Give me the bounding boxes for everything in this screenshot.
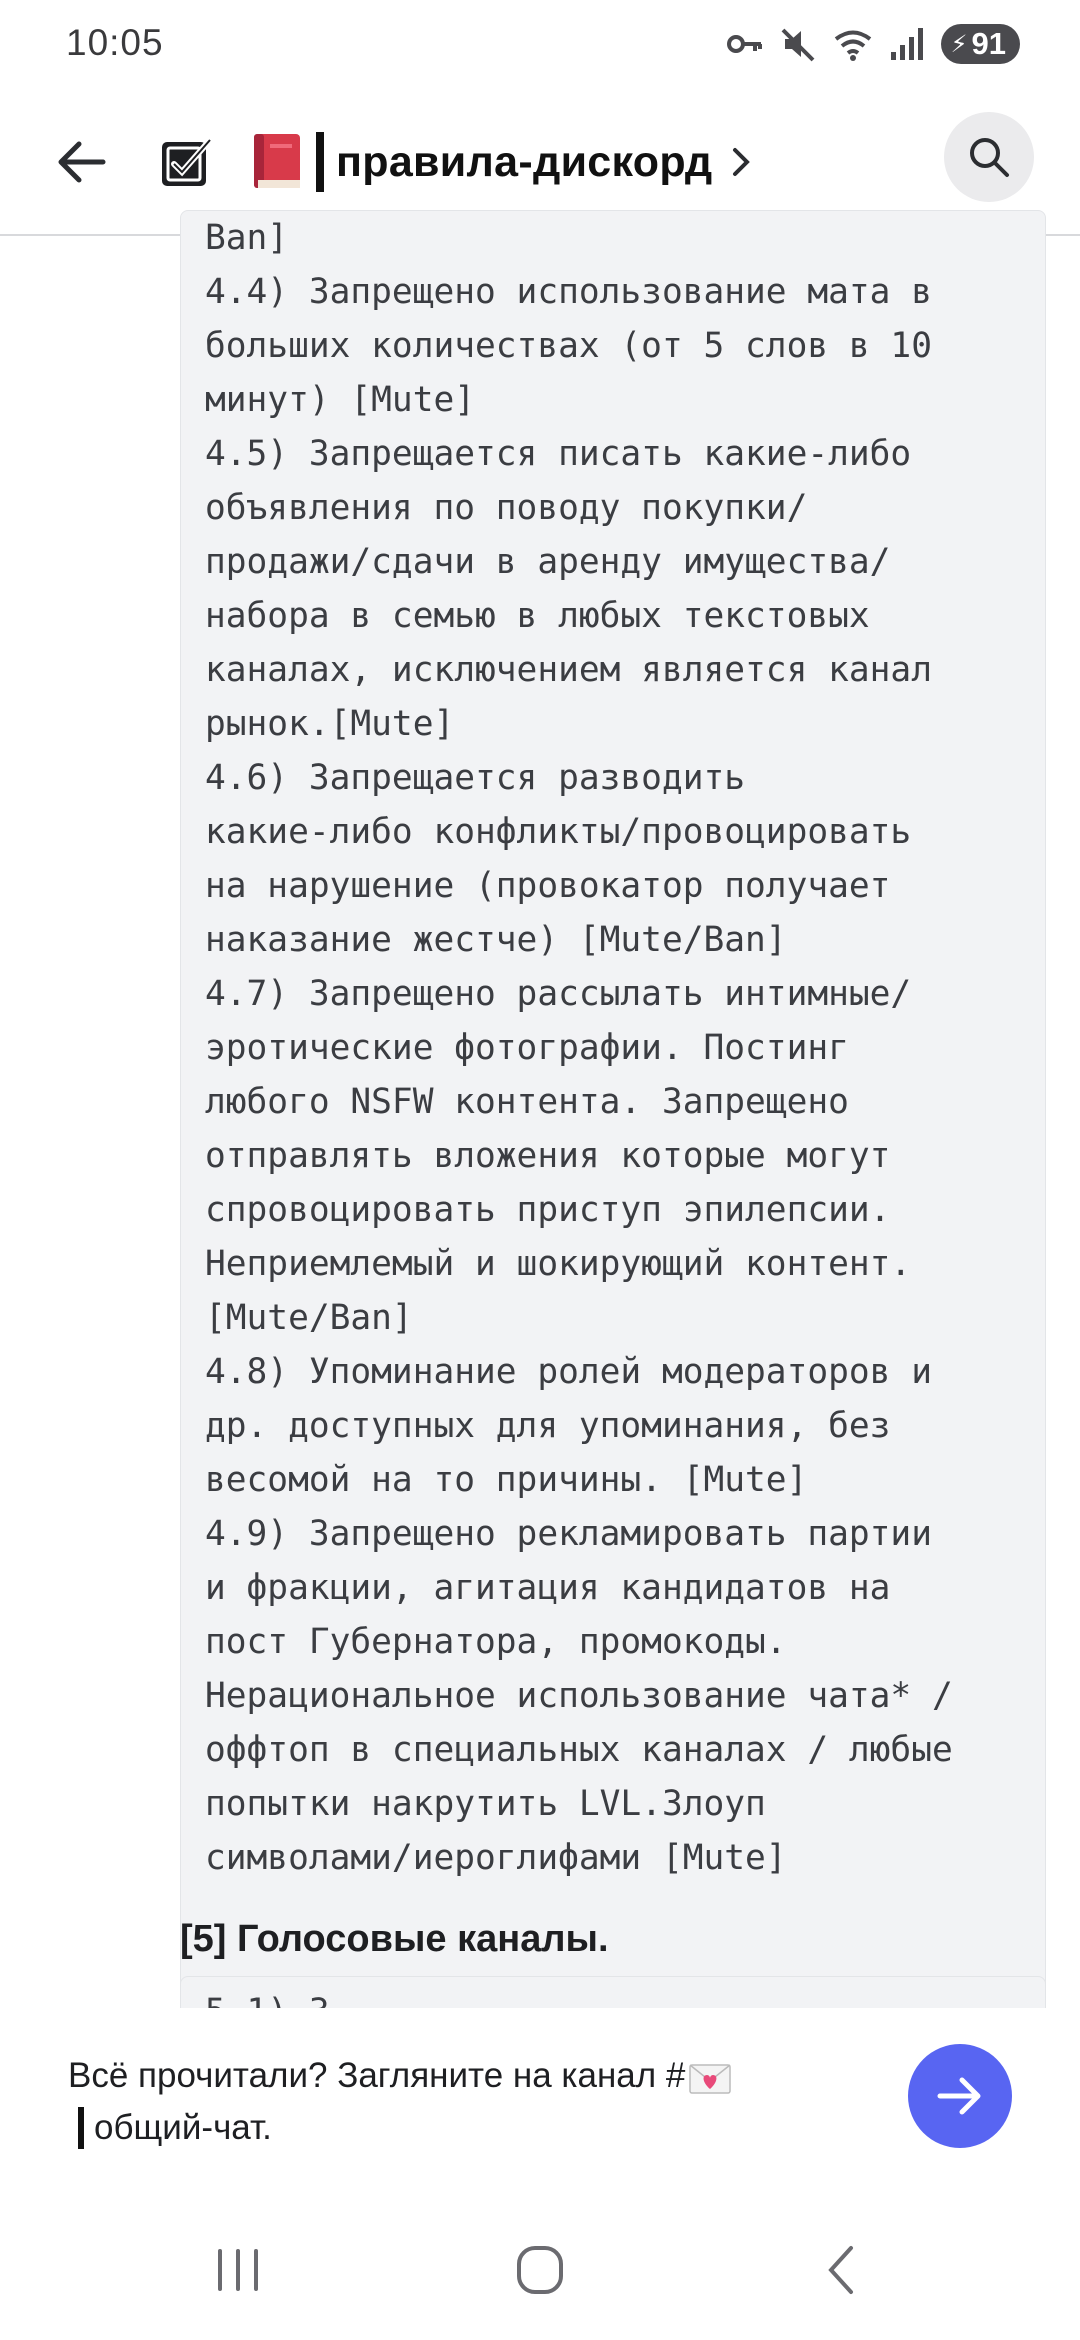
code-line: 4.6) Запрещается разводить bbox=[205, 758, 746, 798]
love-letter-emoji bbox=[689, 2060, 731, 2096]
wifi-icon bbox=[833, 24, 873, 64]
title-separator bbox=[316, 132, 324, 192]
code-line: 4.8) Упоминание ролей модераторов и bbox=[205, 1352, 932, 1392]
back-icon bbox=[817, 2242, 867, 2298]
code-line: пост Губернатора, промокоды. bbox=[205, 1622, 787, 1662]
prompt-text bbox=[68, 2050, 828, 2154]
mute-icon bbox=[779, 24, 819, 64]
prompt-channel-link[interactable]: общий-чат. bbox=[94, 2108, 272, 2147]
code-line: любого NSFW контента. Запрещено bbox=[205, 1082, 849, 1122]
message-content[interactable] bbox=[0, 218, 1080, 2008]
code-line: каналах, исключением является канал bbox=[205, 650, 932, 690]
status-time: 10:05 bbox=[66, 22, 164, 63]
code-line: больших количествах (от 5 слов в 10 bbox=[205, 326, 932, 366]
prompt-line1: Всё прочитали? Загляните на канал # bbox=[68, 2056, 686, 2095]
code-line: др. доступных для упоминания, без bbox=[205, 1406, 891, 1446]
code-line: попытки накрутить LVL.Злоуп bbox=[205, 1784, 766, 1824]
code-line: оффтоп в специальных каналах / любые bbox=[205, 1730, 953, 1770]
signal-icon bbox=[887, 24, 927, 64]
code-line: какие-либо конфликты/провоцировать bbox=[205, 812, 912, 852]
code-line: Нерациональное использование чата* / bbox=[205, 1676, 953, 1716]
code-line: весомой на то причины. [Mute] bbox=[205, 1460, 808, 1500]
status-bar bbox=[0, 0, 1080, 92]
go-to-channel-button[interactable] bbox=[908, 2044, 1012, 2148]
section-heading: [5] Голосовые каналы. bbox=[180, 1918, 609, 1960]
code-line: 4.4) Запрещено использование мата в bbox=[205, 272, 932, 312]
next-channel-prompt bbox=[0, 2008, 1080, 2178]
red-book-emoji bbox=[250, 132, 306, 192]
charging-icon: ⚡ bbox=[950, 30, 968, 58]
code-line: и фракции, агитация кандидатов на bbox=[205, 1568, 891, 1608]
code-line: наказание жестче) [Mute/Ban] bbox=[205, 920, 787, 960]
code-line: 4.7) Запрещено рассылать интимные/ bbox=[205, 974, 912, 1014]
arrow-right-icon bbox=[932, 2068, 988, 2124]
status-icons bbox=[725, 22, 1020, 66]
system-nav-bar bbox=[0, 2200, 1080, 2340]
search-icon bbox=[965, 133, 1013, 181]
chevron-right-icon bbox=[730, 145, 752, 179]
back-button[interactable] bbox=[46, 127, 116, 197]
recent-apps-icon bbox=[208, 2245, 268, 2295]
home-button[interactable] bbox=[500, 2240, 580, 2300]
check-box-emoji bbox=[160, 134, 216, 190]
code-line: эротические фотографии. Постинг bbox=[205, 1028, 849, 1068]
arrow-left-icon bbox=[53, 134, 109, 190]
code-line: 4.9) Запрещено рекламировать партии bbox=[205, 1514, 932, 1554]
code-line: продажи/сдачи в аренду имущества/ bbox=[205, 542, 891, 582]
battery-level: 91 bbox=[971, 26, 1006, 61]
nav-back-button[interactable] bbox=[802, 2240, 882, 2300]
search-button[interactable] bbox=[944, 112, 1034, 202]
code-line: [Mute/Ban] bbox=[205, 1298, 413, 1338]
code-line: рынок.[Mute] bbox=[205, 704, 455, 744]
recent-apps-button[interactable] bbox=[198, 2240, 278, 2300]
channel-title[interactable] bbox=[160, 124, 752, 200]
code-line: Неприемлемый и шокирующий контент. bbox=[205, 1244, 912, 1284]
code-block bbox=[180, 210, 1046, 2138]
channel-name: правила-дискорд bbox=[336, 137, 713, 186]
code-line: символами/иероглифами [Mute] bbox=[205, 1838, 787, 1878]
code-line: спровоцировать приступ эпилепсии. bbox=[205, 1190, 891, 1230]
code-line: 4.5) Запрещается писать какие-либо bbox=[205, 434, 912, 474]
key-icon bbox=[725, 24, 765, 64]
code-line: на нарушение (провокатор получает bbox=[205, 866, 891, 906]
code-line: Ban] bbox=[205, 218, 289, 258]
home-icon bbox=[510, 2242, 570, 2298]
battery-icon bbox=[941, 24, 1020, 64]
channel-bar-separator bbox=[78, 2107, 84, 2149]
code-line: минут) [Mute] bbox=[205, 380, 476, 420]
code-line: отправлять вложения которые могут bbox=[205, 1136, 891, 1176]
code-block-text bbox=[205, 211, 1055, 1885]
code-line: набора в семью в любых текстовых bbox=[205, 596, 870, 636]
code-line: объявления по поводу покупки/ bbox=[205, 488, 808, 528]
